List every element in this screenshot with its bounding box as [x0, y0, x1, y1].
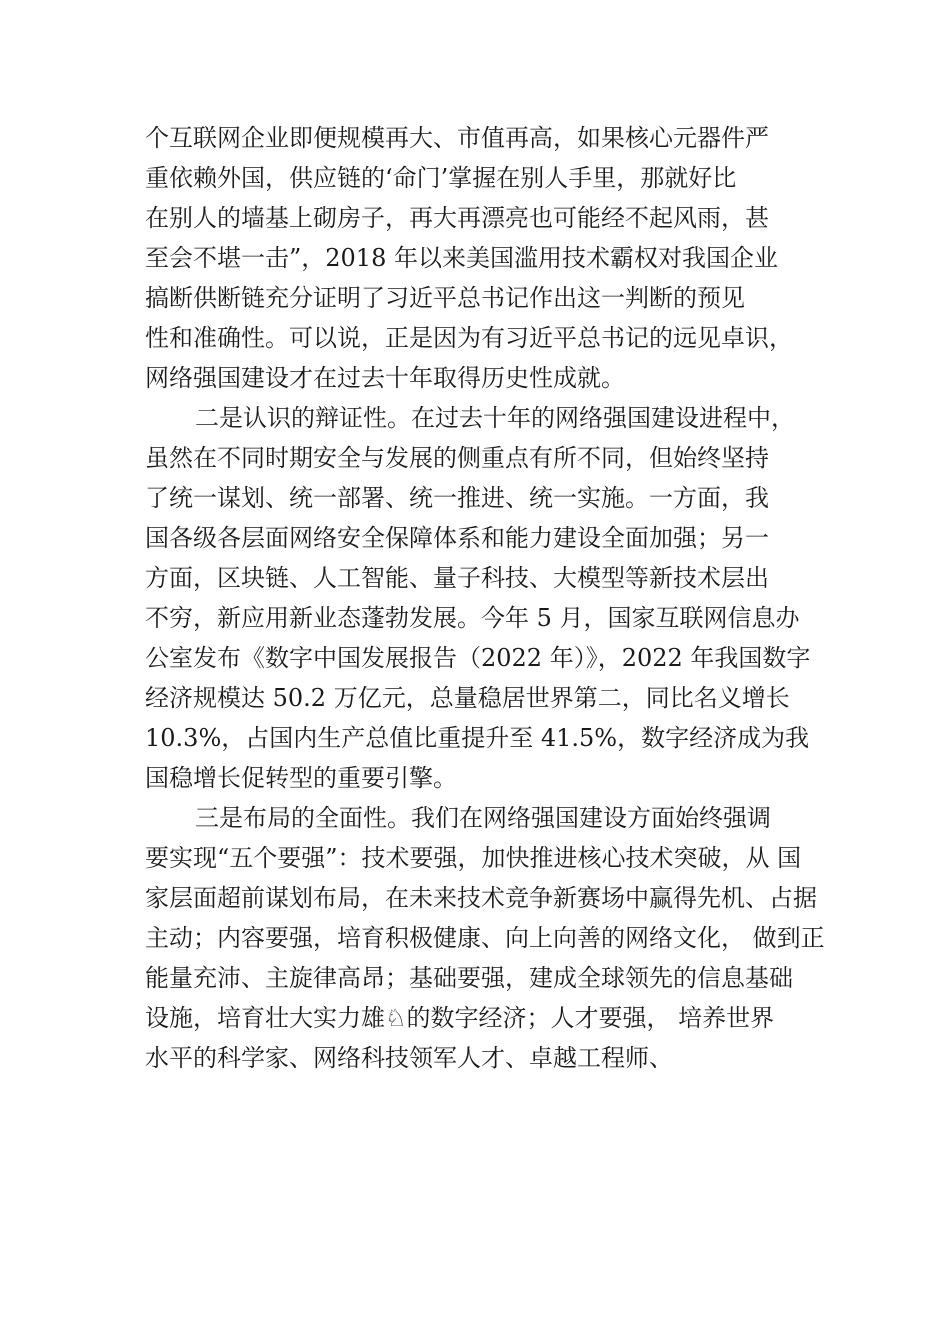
text-line: 公室发布《数字中国发展报告（2022 年）》，2022 年我国数字	[145, 644, 811, 672]
text-line: 至会不堪一击”，2018 年以来美国滥用技术霸权对我国企业	[145, 244, 778, 272]
text-line: 能量充沛、主旋律高昂；基础要强，建成全球领先的信息基础	[145, 964, 793, 992]
text-line: 设施，培育壮大实力雄♘的数字经济；人才要强， 培养世界	[145, 1004, 775, 1032]
text-line: 经济规模达 50.2 万亿元，总量稳居世界第二，同比名义增长	[145, 684, 790, 712]
text-line: 网络强国建设才在过去十年取得历史性成就。	[145, 364, 625, 392]
text-line: 在别人的墙基上砌房子，再大再漂亮也可能经不起风雨，甚	[145, 204, 769, 232]
body-text	[145, 118, 845, 1078]
text-line: 了统一谋划、统一部署、统一推进、统一实施。一方面，我	[145, 484, 769, 512]
paragraph-3	[145, 798, 845, 1078]
text-line: 搞断供断链充分证明了习近平总书记作出这一判断的预见	[145, 284, 745, 312]
text-line: 方面，区块链、人工智能、量子科技、大模型等新技术层出	[145, 564, 769, 592]
text-line: 个互联网企业即便规模再大、市值再高，如果核心元器件严	[145, 124, 769, 152]
text-line: 水平的科学家、网络科技领军人才、卓越工程师、	[145, 1044, 673, 1072]
text-line: 主动；内容要强，培育积极健康、向上向善的网络文化， 做到正	[145, 924, 825, 952]
text-line: 10.3%，占国内生产总值比重提升至 41.5%，数字经济成为我	[145, 724, 810, 752]
paragraph-2	[145, 398, 845, 798]
text-line: 虽然在不同时期安全与发展的侧重点有所不同，但始终坚持	[145, 444, 769, 472]
text-line: 重依赖外国，供应链的‘命门’掌握在别人手里，那就好比	[145, 164, 737, 192]
text-line: 家层面超前谋划布局，在未来技术竞争新赛场中赢得先机、占据	[145, 884, 817, 912]
paragraph-1	[145, 118, 845, 398]
text-line: 二是认识的辩证性。在过去十年的网络强国建设进程中，	[195, 404, 795, 432]
text-line: 性和准确性。可以说，正是因为有习近平总书记的远见卓识，	[145, 324, 793, 352]
text-line: 要实现“五个要强”：技术要强，加快推进核心技术突破，从 国	[145, 844, 802, 872]
text-line: 国各级各层面网络安全保障体系和能力建设全面加强；另一	[145, 524, 769, 552]
text-line: 不穷，新应用新业态蓬勃发展。今年 5 月，国家互联网信息办	[145, 604, 800, 632]
text-line: 国稳增长促转型的重要引擎。	[145, 764, 457, 792]
text-line: 三是布局的全面性。我们在网络强国建设方面始终强调	[195, 804, 771, 832]
